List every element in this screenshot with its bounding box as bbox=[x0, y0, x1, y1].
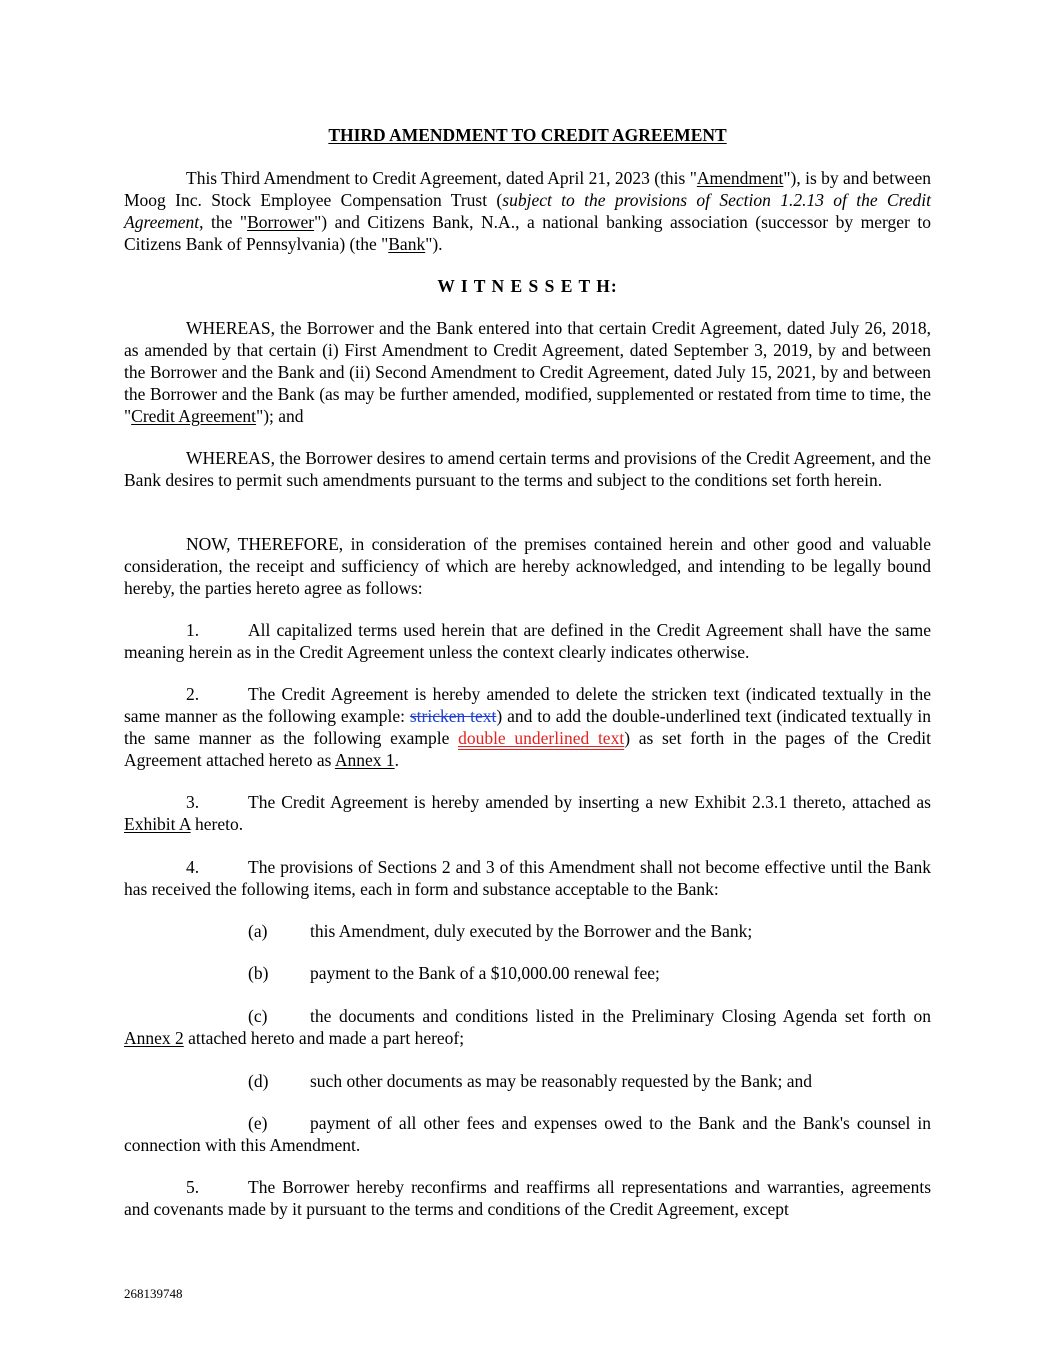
item-text: attached hereto and made a part hereof; bbox=[183, 1028, 465, 1048]
section-number: 5. bbox=[186, 1177, 200, 1197]
intro-text: This Third Amendment to Credit Agreement, dated April 21, 2023 (this " bbox=[186, 168, 697, 188]
section-number: 1. bbox=[186, 620, 200, 640]
now-therefore-paragraph: NOW, THEREFORE, in consideration of the premises contained herein and other good and valuable consideration, the receipt and sufficiency of which are hereby acknowledged, and intending to be legally bound hereby, the parties hereto agree as follows: bbox=[124, 534, 931, 598]
item-e bbox=[124, 1112, 931, 1156]
section-text: The Borrower hereby reconfirms and reaffirms all representations and warranties, agreements and covenants made by it pursuant to the terms and conditions of the Credit Agreement, except bbox=[124, 1177, 931, 1219]
double-underlined-text-example: double underlined text bbox=[458, 728, 625, 748]
item-text: payment of all other fees and expenses owed to the Bank and the Bank's counsel in connection with this Amendment. bbox=[124, 1113, 931, 1155]
section-text: The Credit Agreement is hereby amended by inserting a new Exhibit 2.3.1 thereto, attached as bbox=[248, 792, 931, 812]
section-text: ) as set forth in the pages of the Credit Agreement attached hereto as bbox=[124, 728, 931, 770]
intro-paragraph bbox=[124, 167, 931, 255]
bank-defined-term: Bank bbox=[388, 234, 426, 254]
stricken-text-example: stricken text bbox=[409, 706, 497, 726]
section-text: The provisions of Sections 2 and 3 of this Amendment shall not become effective until the Bank has received the following items, each in form and substance acceptable to the Bank: bbox=[124, 857, 931, 899]
intro-italic-text: subject to the provisions of Section 1.2.13 of the Credit Agreement bbox=[124, 190, 931, 232]
borrower-defined-term: Borrower bbox=[247, 212, 315, 232]
item-c bbox=[124, 1005, 931, 1049]
section-3-paragraph bbox=[124, 791, 931, 835]
item-a bbox=[124, 920, 931, 942]
intro-text: ") and Citizens Bank, N.A., a national banking association (successor by merger to Citizens Bank of Pennsylvania) (the " bbox=[124, 212, 931, 254]
item-label: (e) bbox=[248, 1113, 268, 1133]
witnesseth-heading: W I T N E S S E T H: bbox=[437, 276, 618, 296]
section-text: All capitalized terms used herein that are defined in the Credit Agreement shall have the same meaning herein as in the Credit Agreement unless the context clearly indicates otherwise. bbox=[124, 620, 931, 662]
document-title: THIRD AMENDMENT TO CREDIT AGREEMENT bbox=[328, 125, 727, 145]
section-1-paragraph bbox=[124, 619, 931, 663]
item-label: (c) bbox=[248, 1006, 268, 1026]
credit-agreement-defined-term: Credit Agreement bbox=[131, 406, 257, 426]
item-text: this Amendment, duly executed by the Borrower and the Bank; bbox=[310, 921, 753, 941]
annex-2-reference: Annex 2 bbox=[124, 1028, 184, 1048]
section-text: hereto. bbox=[190, 814, 244, 834]
intro-text: "). bbox=[425, 234, 443, 254]
section-number: 3. bbox=[186, 792, 200, 812]
document-footer-id: 268139748 bbox=[124, 1286, 183, 1301]
whereas-paragraph-2: WHEREAS, the Borrower desires to amend certain terms and provisions of the Credit Agreement, and the Bank desires to permit such amendments pursuant to the terms and subject to the conditions set forth herein. bbox=[124, 448, 931, 490]
section-text: . bbox=[394, 750, 400, 770]
section-number: 4. bbox=[186, 857, 200, 877]
section-text: The Credit Agreement is hereby amended to delete the stricken text (indicated textually in the same manner as the following example: bbox=[124, 684, 931, 726]
amendment-defined-term: Amendment bbox=[696, 168, 784, 188]
section-text: ) and to add the double-underlined text (indicated textually in the same manner as the following example bbox=[124, 706, 932, 748]
item-label: (a) bbox=[248, 921, 268, 941]
annex-1-reference: Annex 1 bbox=[334, 750, 395, 770]
intro-text: "), is by and between Moog Inc. Stock Employee Compensation Trust ( bbox=[124, 168, 931, 210]
item-b bbox=[124, 962, 931, 984]
whereas-paragraph-1 bbox=[124, 317, 931, 427]
item-d bbox=[124, 1070, 931, 1092]
item-text: the documents and conditions listed in the Preliminary Closing Agenda set forth on bbox=[310, 1006, 931, 1026]
item-text: such other documents as may be reasonably requested by the Bank; and bbox=[310, 1071, 813, 1091]
whereas-text: "); and bbox=[256, 406, 304, 426]
section-5-paragraph bbox=[124, 1176, 931, 1220]
intro-text: , the " bbox=[199, 212, 248, 232]
section-4-paragraph bbox=[124, 856, 931, 900]
section-2-paragraph bbox=[124, 683, 931, 771]
item-label: (d) bbox=[248, 1071, 269, 1091]
exhibit-a-reference: Exhibit A bbox=[124, 814, 191, 834]
whereas-text: WHEREAS, the Borrower and the Bank entered into that certain Credit Agreement, dated July 26, 2018, as amended by that certain (i) First Amendment to Credit Agreement, dated September 3, 2019, by and between the Borrower and the Bank and (ii) Second Amendment to Credit Agreement, dated July 15, 2021, by and between the Borrower and the Bank (as may be further amended, modified, supplemented or restated from time to time, the " bbox=[124, 318, 931, 426]
item-text: payment to the Bank of a $10,000.00 renewal fee; bbox=[310, 963, 660, 983]
item-label: (b) bbox=[248, 963, 269, 983]
section-number: 2. bbox=[186, 684, 200, 704]
